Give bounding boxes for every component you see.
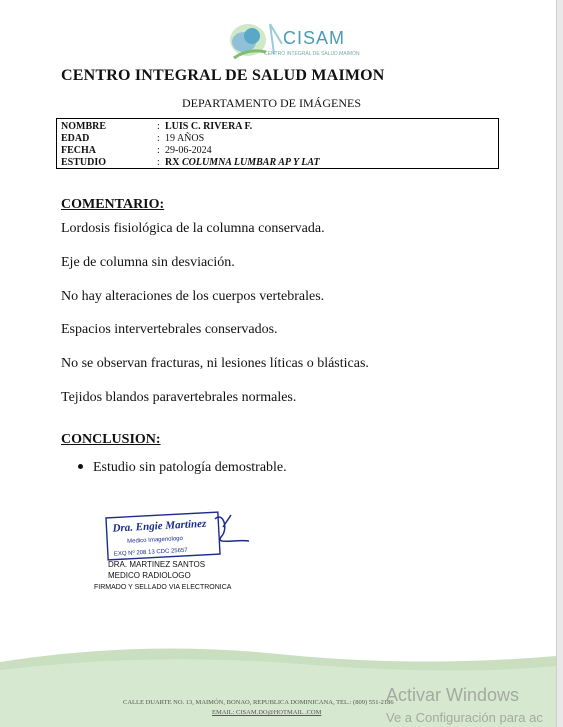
footer-email-link[interactable]: EMAIL: CISAM.DO@HOTMAIL .COM — [212, 709, 322, 716]
comentario-title: COMENTARIO: — [61, 197, 165, 212]
comment-line: No se observan fracturas, ni lesiones líticas o blásticas. — [61, 356, 369, 371]
activation-watermark-subtitle: Ve a Configuración para ac — [386, 710, 543, 725]
patient-row-study — [61, 156, 320, 169]
signer-name: DRA. MARTINEZ SANTOS — [108, 560, 206, 569]
bullet-icon — [78, 464, 83, 469]
signature-stamp — [103, 509, 253, 565]
patient-colon: : — [157, 133, 160, 144]
comment-line: Eje de columna sin desviación. — [61, 255, 235, 270]
activation-watermark-title: Activar Windows — [386, 685, 520, 705]
stamp-ids: EXQ Nº 208 13 CDC 25657 — [113, 547, 188, 558]
logo-subtitle: CENTRO INTEGRAL DE SALUD MAIMON — [264, 51, 360, 57]
patient-value: LUIS C. RIVERA F. — [165, 121, 253, 132]
patient-colon: : — [157, 121, 160, 132]
comment-line: Lordosis fisiológica de la columna conservada. — [61, 221, 325, 236]
department-title: DEPARTAMENTO DE IMÁGENES — [182, 96, 361, 110]
patient-label: NOMBRE — [61, 121, 106, 132]
patient-value: 19 AÑOS — [165, 133, 205, 144]
comment-line: Tejidos blandos paravertebrales normales. — [61, 390, 297, 405]
comment-line: Espacios intervertebrales conservados. — [61, 322, 278, 337]
stamp-name: Dra. Engie Martinez — [112, 517, 207, 535]
conclusion-item-text: Estudio sin patología demostrable. — [93, 460, 287, 475]
clinic-title: CENTRO INTEGRAL DE SALUD MAIMON — [61, 67, 385, 84]
patient-label: EDAD — [61, 133, 90, 144]
patient-label: ESTUDIO — [61, 157, 107, 168]
vertical-scrollbar[interactable] — [557, 0, 563, 727]
comment-line: No hay alteraciones de los cuerpos vertebrales. — [61, 289, 325, 304]
conclusion-item — [78, 460, 287, 476]
patient-info-box — [56, 118, 499, 169]
patient-value-prefix: RX — [165, 157, 182, 168]
stamp-role: Medico Imagenologo — [127, 535, 184, 545]
logo-name: CISAM — [283, 28, 346, 48]
conclusion-title: CONCLUSION: — [61, 432, 161, 447]
patient-value: 29-06-2024 — [165, 145, 212, 156]
patient-value-italic: COLUMNA LUMBAR AP Y LAT — [181, 157, 320, 168]
patient-colon: : — [157, 145, 160, 156]
patient-label: FECHA — [61, 145, 96, 156]
signature-note: FIRMADO Y SELLADO VIA ELECTRONICA — [94, 584, 232, 591]
patient-colon: : — [157, 157, 160, 168]
footer-address: CALLE DUARTE NO. 13, MAIMÓN, BONAO, REPUBLICA DOMINICANA, TEL.: (809) 551-2186 — [123, 699, 394, 706]
signer-title: MEDICO RADIOLOGO — [108, 571, 191, 580]
